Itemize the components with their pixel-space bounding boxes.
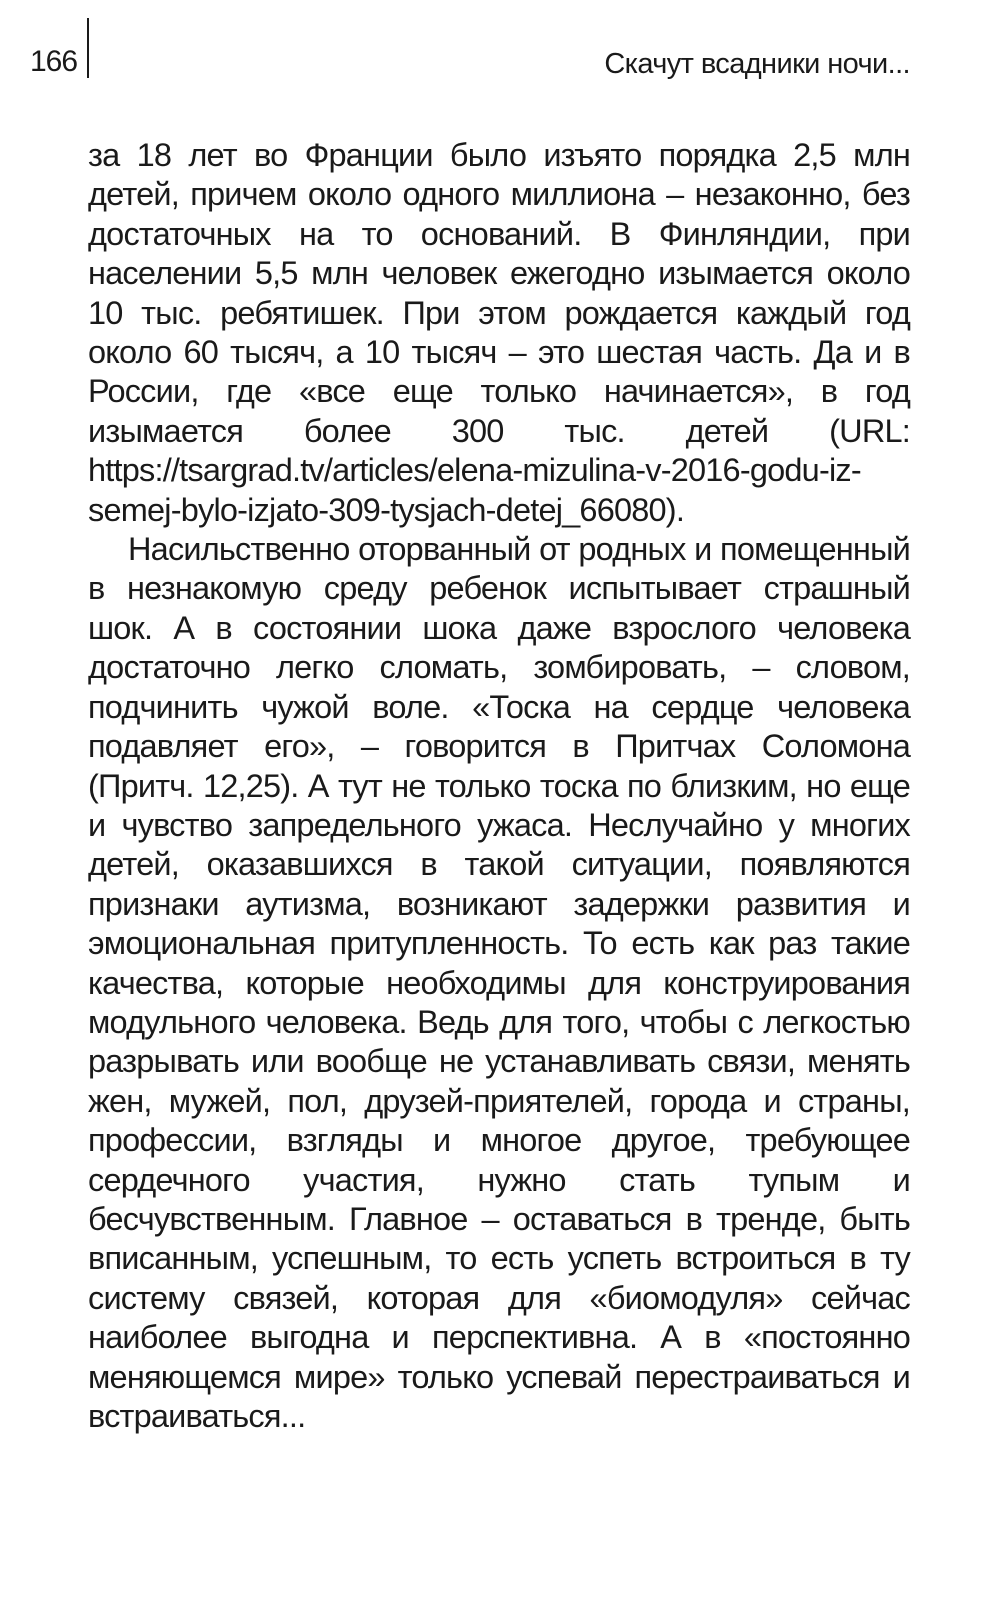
page-body xyxy=(88,136,910,1436)
paragraph-2: Насильственно оторванный от родных и помещенный в незнакомую среду ребенок испытывает страшный шок. А в состоянии шока даже взрослого человека достаточно легко сломать, зомбировать, – словом, подчинить чужой воле. «Тоска на сердце человека подавляет его», – говорится в Притчах Соломона (Притч. 12,25). А тут не только тоска по близким, но еще и чувство запредельного ужаса. Неслучайно у многих детей, оказавшихся в такой ситуации, появляются признаки аутизма, возникают задержки развития и эмоциональная притупленность. То есть как раз такие качества, которые необходимы для конструирования модульного человека. Ведь для того, чтобы с легкостью разрывать или вообще не устанавливать связи, менять жен, мужей, пол, друзей-приятелей, города и страны, профессии, взгляды и многое другое, требующее сердечного участия, нужно стать тупым и бесчувственным. Главное – оставаться в тренде, быть вписанным, успешным, то есть успеть встроиться в ту систему связей, которая для «биомодуля» сейчас наиболее выгодна и перспективна. А в «постоянно меняющемся мире» только успевай перестраиваться и встраиваться... xyxy=(88,531,910,1434)
running-title: Скачут всадники ночи... xyxy=(604,48,910,80)
paragraph-1: за 18 лет во Франции было изъято порядка 2,5 млн детей, причем около одного миллиона – незаконно, без достаточных на то оснований. В Финляндии, при населении 5,5 млн человек ежегодно изымается около 10 тыс. ребятишек. При этом рождается каждый год около 60 тысяч, а 10 тысяч – это шестая часть. Да и в России, где «все еще только начинается», в год изымается более 300 тыс. детей (URL: https://tsargrad.tv/articles/elena-mizulina-v-2016-godu-iz-semej-bylo-izjato-309-tysjach-detej_66080). xyxy=(88,137,910,528)
page-header xyxy=(30,18,910,78)
page-number: 166 xyxy=(30,45,78,78)
header-divider xyxy=(87,18,89,78)
